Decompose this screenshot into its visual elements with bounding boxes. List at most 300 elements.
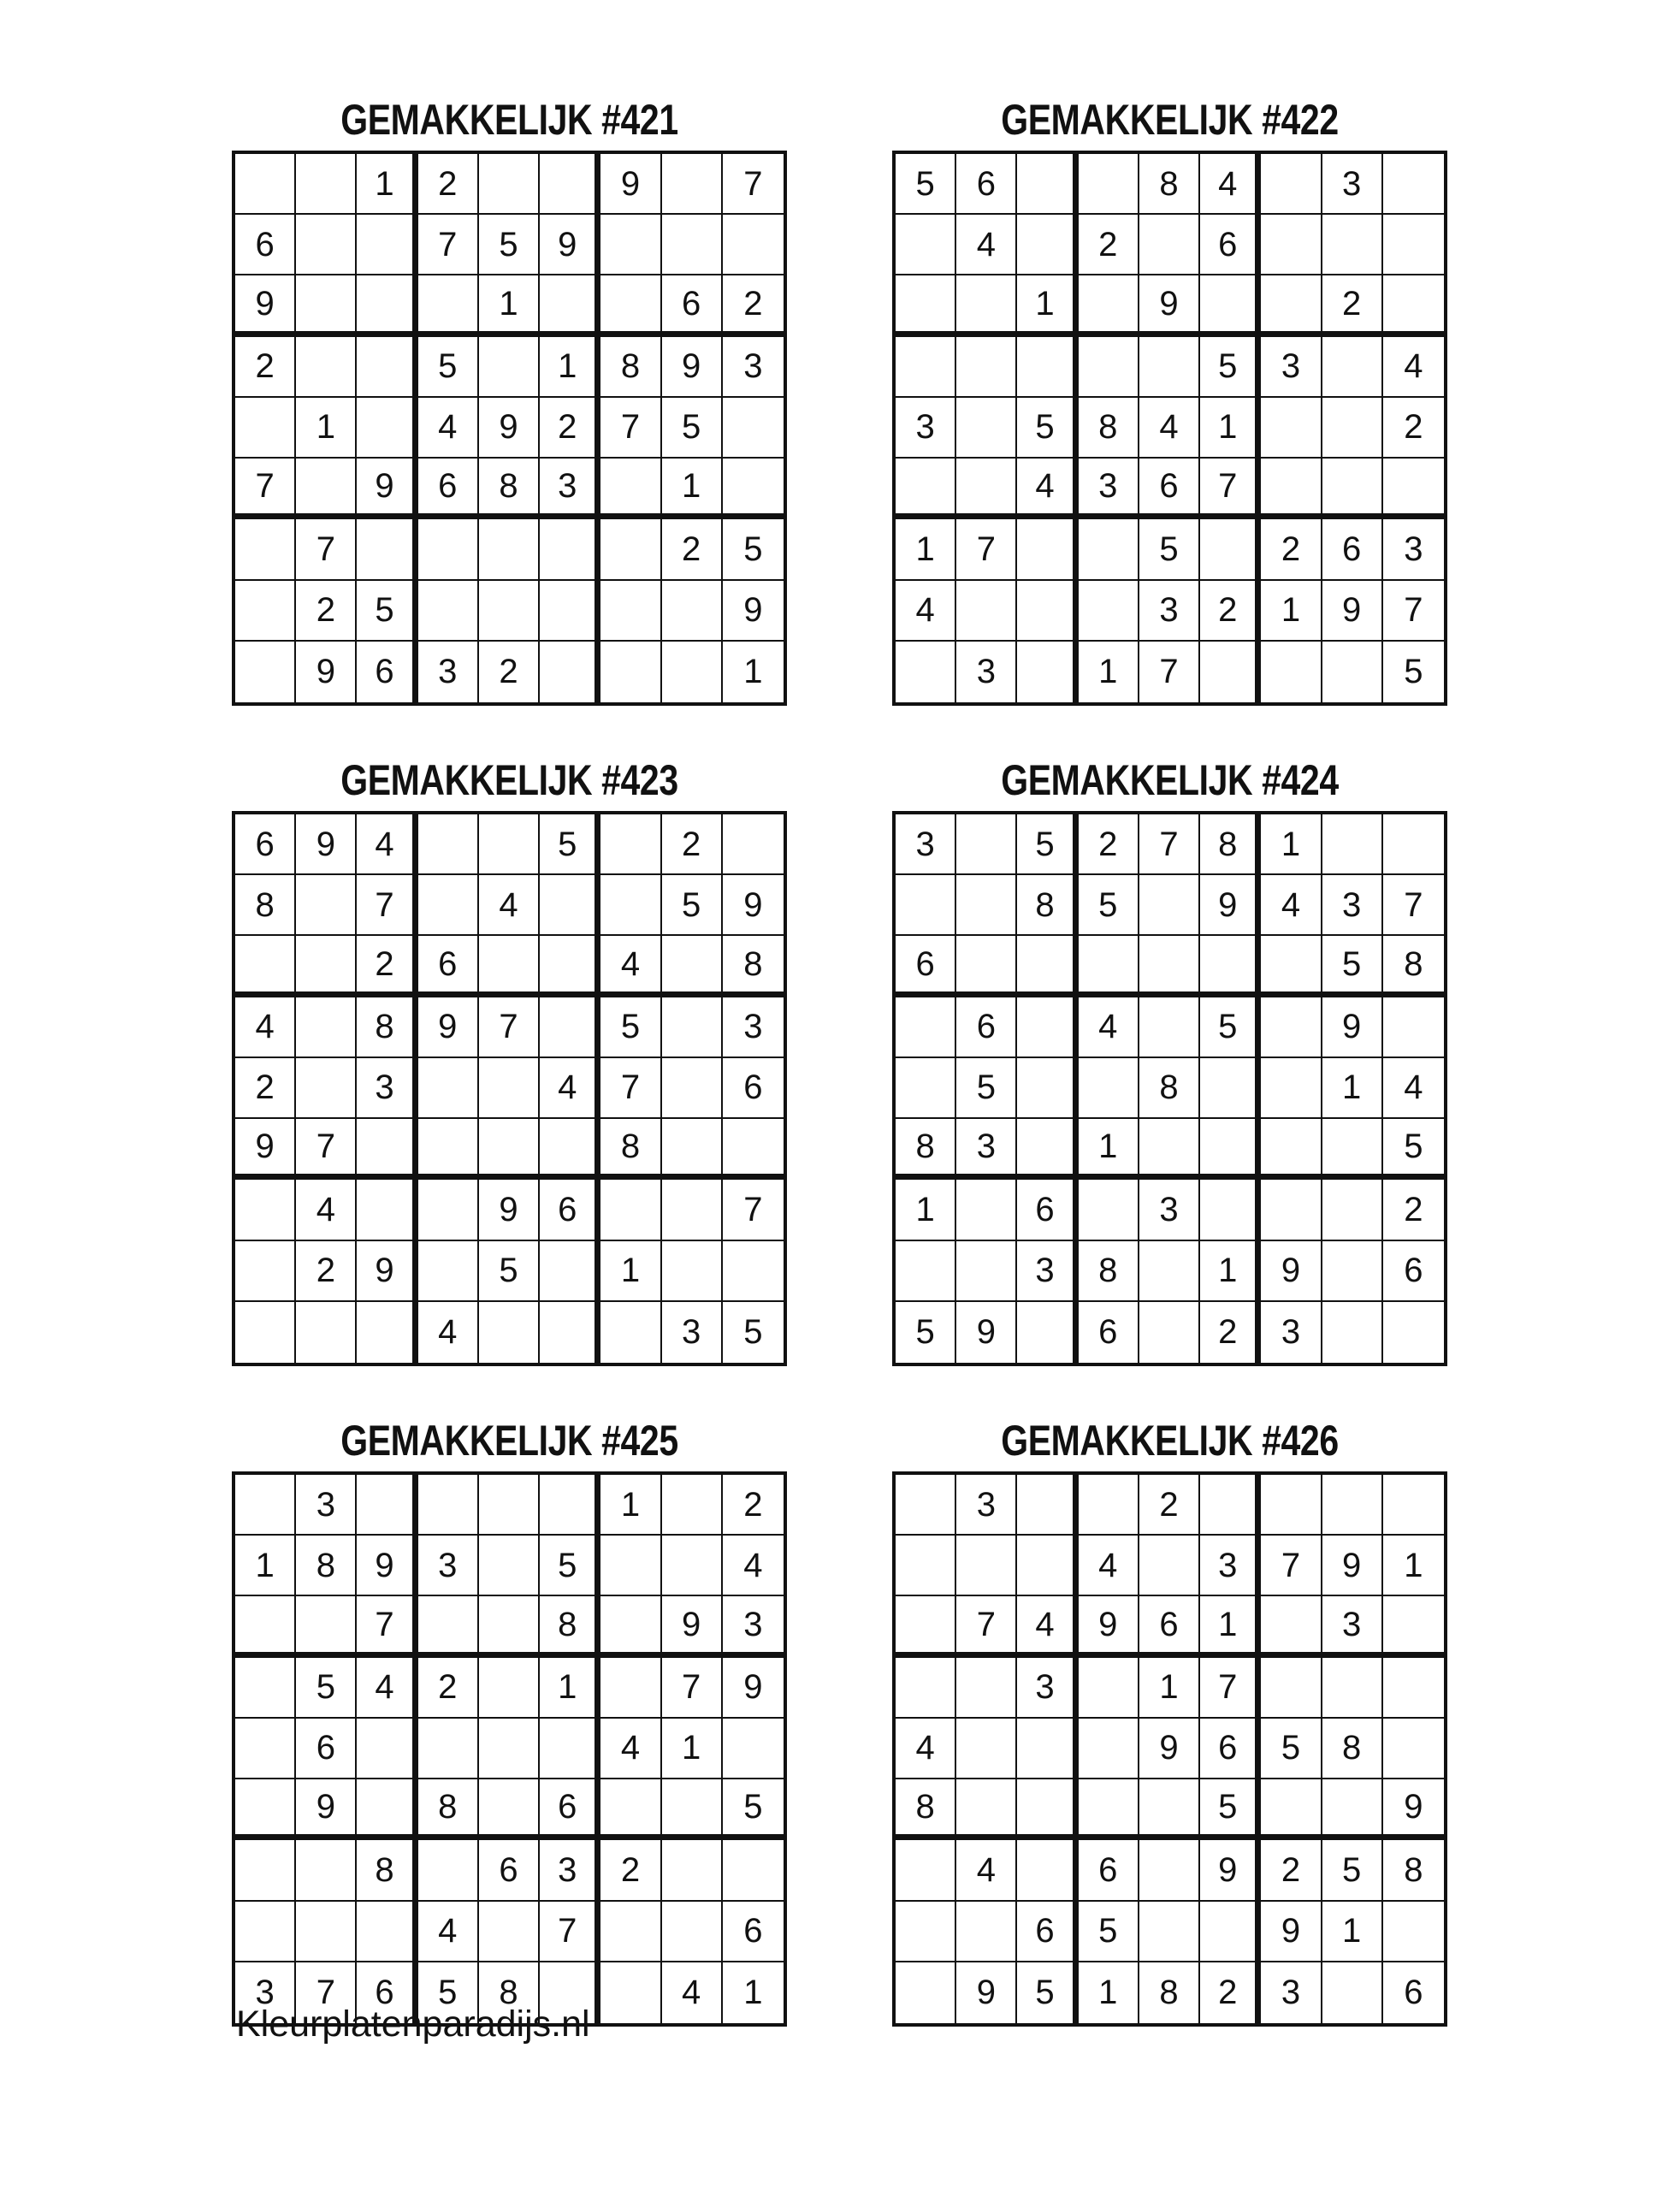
sudoku-cell [662, 581, 723, 642]
sudoku-cell [296, 1902, 357, 1962]
sudoku-cell [956, 1902, 1017, 1962]
sudoku-cell: 1 [743, 653, 763, 691]
sudoku-cell [418, 1119, 479, 1180]
sudoku-cell: 5 [479, 215, 540, 275]
sudoku-cell: 2 [418, 154, 479, 215]
sudoku-cell: 5 [540, 1536, 600, 1596]
sudoku-cell [896, 1058, 956, 1119]
sudoku-cell: 3 [956, 1475, 1017, 1536]
sudoku-cell: 7 [600, 398, 661, 459]
sudoku-cell [896, 997, 956, 1058]
sudoku-cell: 9 [662, 1596, 723, 1657]
sudoku-cell: 2 [723, 275, 784, 336]
sudoku-cell [662, 1779, 723, 1840]
sudoku-cell [1079, 337, 1139, 398]
sudoku-cell [296, 936, 357, 997]
sudoku-cell [1322, 1779, 1383, 1840]
sudoku-cell [235, 1840, 296, 1901]
sudoku-cell: 5 [956, 1058, 1017, 1119]
sudoku-cell: 6 [1079, 1840, 1139, 1901]
sudoku-cell [896, 1902, 956, 1962]
sudoku-cell [235, 398, 296, 459]
sudoku-cell [479, 1596, 540, 1657]
sudoku-cell [896, 459, 956, 519]
sudoku-cell: 5 [418, 337, 479, 398]
sudoku-cell: 2 [1200, 581, 1261, 642]
sudoku-cell [1017, 642, 1078, 702]
sudoku-cell [357, 519, 417, 580]
sudoku-cell: 8 [1383, 936, 1444, 997]
sudoku-cell: 3 [1200, 1536, 1261, 1596]
sudoku-cell: 4 [540, 1058, 600, 1119]
sudoku-cell [1017, 154, 1078, 215]
sudoku-cell: 6 [1322, 519, 1383, 580]
sudoku-cell: 8 [1322, 1719, 1383, 1779]
sudoku-cell: 2 [662, 814, 723, 875]
sudoku-cell: 7 [1261, 1536, 1322, 1596]
sudoku-cell: 2 [296, 1241, 357, 1302]
sudoku-cell: 8 [600, 1119, 661, 1180]
sudoku-cell [296, 1596, 357, 1657]
sudoku-cell [1322, 1119, 1383, 1180]
sudoku-cell: 3 [1079, 459, 1139, 519]
sudoku-cell: 2 [479, 642, 540, 702]
sudoku-cell: 6 [418, 936, 479, 997]
sudoku-cell: 9 [296, 642, 357, 702]
sudoku-cell [956, 1719, 1017, 1779]
sudoku-cell: 9 [1322, 581, 1383, 642]
sudoku-cell: 2 [296, 581, 357, 642]
sudoku-cell [540, 1302, 600, 1363]
sudoku-cell [418, 1058, 479, 1119]
sudoku-cell: 5 [1200, 1779, 1261, 1840]
sudoku-cell [1322, 1302, 1383, 1363]
sudoku-cell [235, 1302, 296, 1363]
sudoku-cell: 5 [1200, 997, 1261, 1058]
sudoku-cell [1017, 1302, 1078, 1363]
sudoku-cell: 2 [418, 1658, 479, 1719]
sudoku-cell [600, 1779, 661, 1840]
sudoku-cell [540, 519, 600, 580]
sudoku-grid [892, 1471, 1447, 2027]
sudoku-cell: 5 [723, 519, 784, 580]
sudoku-cell: 8 [540, 1596, 600, 1657]
sudoku-cell: 3 [1017, 1241, 1078, 1302]
sudoku-cell: 8 [479, 1962, 540, 2023]
sudoku-cell: 3 [1261, 1302, 1322, 1363]
sudoku-puzzle-425 [232, 1413, 787, 2027]
sudoku-cell [1383, 154, 1444, 215]
sudoku-cell [1139, 1241, 1200, 1302]
sudoku-cell: 9 [600, 154, 661, 215]
sudoku-cell [357, 275, 417, 336]
sudoku-cell [1383, 1302, 1444, 1363]
sudoku-cell [723, 459, 784, 519]
sudoku-cell: 1 [600, 1475, 661, 1536]
sudoku-cell [1383, 215, 1444, 275]
sudoku-cell: 1 [1079, 1119, 1139, 1180]
sudoku-cell: 4 [296, 1180, 357, 1240]
sudoku-cell [662, 1536, 723, 1596]
sudoku-cell: 5 [723, 1779, 784, 1840]
sudoku-cell [235, 1779, 296, 1840]
sudoku-cell [235, 1596, 296, 1657]
sudoku-cell [296, 275, 357, 336]
sudoku-cell: 1 [1261, 814, 1322, 875]
sudoku-cell [540, 275, 600, 336]
sudoku-cell [662, 1058, 723, 1119]
sudoku-cell: 6 [1404, 1974, 1423, 2012]
sudoku-cell [418, 875, 479, 936]
sudoku-cell: 2 [357, 936, 417, 997]
sudoku-cell [296, 215, 357, 275]
sudoku-cell [1261, 936, 1322, 997]
sudoku-cell: 3 [723, 997, 784, 1058]
sudoku-cell: 8 [1200, 814, 1261, 875]
sudoku-cell: 6 [1017, 1180, 1078, 1240]
sudoku-cell [1017, 1840, 1078, 1901]
sudoku-cell [1139, 936, 1200, 997]
sudoku-cell [296, 875, 357, 936]
sudoku-cell: 8 [1383, 1840, 1444, 1901]
sudoku-cell: 5 [1261, 1719, 1322, 1779]
sudoku-cell: 9 [662, 337, 723, 398]
sudoku-cell: 1 [1139, 1658, 1200, 1719]
sudoku-grid [232, 151, 787, 706]
sudoku-cell: 2 [1383, 398, 1444, 459]
sudoku-cell: 8 [418, 1779, 479, 1840]
sudoku-cell: 1 [1017, 275, 1078, 336]
sudoku-cell [956, 337, 1017, 398]
sudoku-cell [1322, 215, 1383, 275]
sudoku-cell [662, 1241, 723, 1302]
sudoku-cell [1261, 1180, 1322, 1240]
sudoku-cell: 5 [1017, 1962, 1078, 2023]
sudoku-cell [540, 875, 600, 936]
sudoku-cell [662, 1475, 723, 1536]
sudoku-cell: 4 [418, 398, 479, 459]
sudoku-cell [1322, 337, 1383, 398]
sudoku-cell [662, 997, 723, 1058]
sudoku-cell [418, 1241, 479, 1302]
sudoku-cell: 2 [1079, 215, 1139, 275]
sudoku-cell: 5 [743, 1313, 763, 1352]
sudoku-cell: 9 [1139, 275, 1200, 336]
sudoku-cell: 1 [479, 275, 540, 336]
sudoku-cell: 9 [1261, 1902, 1322, 1962]
sudoku-cell [662, 1840, 723, 1901]
sudoku-cell [1383, 1658, 1444, 1719]
sudoku-cell [956, 459, 1017, 519]
sudoku-cell: 2 [1139, 1475, 1200, 1536]
sudoku-cell: 4 [600, 936, 661, 997]
sudoku-cell [418, 581, 479, 642]
sudoku-cell: 1 [743, 1974, 763, 2012]
sudoku-cell [357, 1719, 417, 1779]
sudoku-cell: 1 [1322, 1902, 1383, 1962]
sudoku-cell [540, 1119, 600, 1180]
sudoku-cell: 7 [723, 154, 784, 215]
sudoku-cell [723, 215, 784, 275]
sudoku-cell [1261, 275, 1322, 336]
sudoku-cell [1079, 581, 1139, 642]
sudoku-cell: 1 [1200, 1596, 1261, 1657]
sudoku-cell [896, 1475, 956, 1536]
sudoku-cell: 3 [1261, 337, 1322, 398]
sudoku-cell [1139, 997, 1200, 1058]
sudoku-cell: 7 [357, 875, 417, 936]
sudoku-cell: 7 [296, 1119, 357, 1180]
sudoku-cell: 1 [662, 1719, 723, 1779]
sudoku-cell: 6 [1017, 1902, 1078, 1962]
sudoku-cell [1261, 1475, 1322, 1536]
sudoku-cell: 4 [418, 1902, 479, 1962]
sudoku-cell: 1 [296, 398, 357, 459]
sudoku-cell: 6 [1139, 459, 1200, 519]
sudoku-cell [479, 814, 540, 875]
sudoku-cell [600, 875, 661, 936]
sudoku-cell: 1 [896, 1180, 956, 1240]
sudoku-cell: 8 [600, 337, 661, 398]
sudoku-cell [1200, 642, 1261, 702]
sudoku-cell: 9 [723, 875, 784, 936]
sudoku-cell: 2 [1200, 1962, 1261, 2023]
sudoku-cell [1017, 1536, 1078, 1596]
sudoku-cell: 8 [1139, 1058, 1200, 1119]
sudoku-cell: 1 [540, 337, 600, 398]
sudoku-cell: 5 [1017, 398, 1078, 459]
sudoku-cell [1322, 1475, 1383, 1536]
sudoku-cell [723, 1840, 784, 1901]
sudoku-cell [600, 1596, 661, 1657]
sudoku-cell [600, 814, 661, 875]
sudoku-cell [1200, 275, 1261, 336]
sudoku-cell: 3 [1322, 1596, 1383, 1657]
sudoku-cell [1079, 1779, 1139, 1840]
sudoku-cell [418, 814, 479, 875]
puzzle-title: GEMAKKELIJK #426 [1001, 1417, 1339, 1465]
sudoku-cell [235, 1475, 296, 1536]
sudoku-cell: 9 [296, 814, 357, 875]
sudoku-cell [479, 1119, 540, 1180]
sudoku-cell [357, 215, 417, 275]
sudoku-grid [232, 1471, 787, 2027]
sudoku-cell: 7 [479, 997, 540, 1058]
sudoku-cell [600, 642, 661, 702]
sudoku-cell: 7 [1139, 814, 1200, 875]
sudoku-cell: 4 [1139, 398, 1200, 459]
sudoku-cell [896, 215, 956, 275]
sudoku-cell: 5 [662, 398, 723, 459]
sudoku-cell [235, 1658, 296, 1719]
sudoku-cell: 3 [357, 1058, 417, 1119]
sudoku-cell [1017, 997, 1078, 1058]
sudoku-cell: 9 [1200, 1840, 1261, 1901]
sudoku-cell: 1 [235, 1536, 296, 1596]
sudoku-cell [600, 1180, 661, 1240]
sudoku-cell: 6 [896, 936, 956, 997]
sudoku-cell [1139, 1536, 1200, 1596]
sudoku-cell: 8 [896, 1119, 956, 1180]
sudoku-cell: 6 [235, 814, 296, 875]
sudoku-cell [1017, 581, 1078, 642]
sudoku-cell [1139, 875, 1200, 936]
sudoku-cell [1079, 1658, 1139, 1719]
sudoku-cell: 4 [600, 1719, 661, 1779]
sudoku-cell: 7 [1383, 581, 1444, 642]
sudoku-cell: 9 [540, 215, 600, 275]
sudoku-cell: 4 [662, 1962, 723, 2023]
sudoku-cell: 8 [1139, 154, 1200, 215]
sudoku-cell: 6 [723, 1058, 784, 1119]
sudoku-cell [896, 1536, 956, 1596]
sudoku-cell [1200, 1475, 1261, 1536]
sudoku-cell: 2 [1200, 1302, 1261, 1363]
sudoku-cell: 7 [956, 519, 1017, 580]
sudoku-cell: 9 [479, 398, 540, 459]
sudoku-cell [296, 154, 357, 215]
sudoku-cell: 7 [1139, 642, 1200, 702]
sudoku-cell [479, 1779, 540, 1840]
sudoku-cell [956, 875, 1017, 936]
sudoku-cell: 6 [1139, 1596, 1200, 1657]
sudoku-cell: 7 [956, 1596, 1017, 1657]
sudoku-cell [1139, 1119, 1200, 1180]
sudoku-cell: 3 [418, 642, 479, 702]
sudoku-cell [357, 1180, 417, 1240]
sudoku-cell [723, 814, 784, 875]
sudoku-cell: 7 [662, 1658, 723, 1719]
sudoku-cell [896, 875, 956, 936]
sudoku-cell [540, 1475, 600, 1536]
sudoku-puzzle-422 [892, 92, 1447, 706]
sudoku-cell: 3 [1017, 1658, 1078, 1719]
sudoku-cell: 1 [600, 1241, 661, 1302]
sudoku-cell [956, 1180, 1017, 1240]
sudoku-cell: 1 [1200, 398, 1261, 459]
sudoku-cell [1261, 642, 1322, 702]
sudoku-cell [600, 215, 661, 275]
sudoku-cell: 4 [1383, 337, 1444, 398]
puzzle-title: GEMAKKELIJK #423 [340, 756, 678, 804]
sudoku-cell [956, 814, 1017, 875]
sudoku-cell [956, 936, 1017, 997]
sudoku-cell [1017, 936, 1078, 997]
sudoku-cell: 9 [235, 1119, 296, 1180]
sudoku-cell: 8 [479, 459, 540, 519]
sudoku-cell [479, 1719, 540, 1779]
sudoku-cell [296, 1302, 357, 1363]
sudoku-cell: 1 [1261, 581, 1322, 642]
sudoku-cell [1017, 337, 1078, 398]
sudoku-cell: 3 [1383, 519, 1444, 580]
sudoku-cell [1079, 1180, 1139, 1240]
sudoku-cell: 4 [1017, 1596, 1078, 1657]
sudoku-cell: 5 [1079, 875, 1139, 936]
sudoku-puzzle-426 [892, 1413, 1447, 2027]
sudoku-cell: 2 [1261, 519, 1322, 580]
sudoku-cell: 3 [956, 1119, 1017, 1180]
sudoku-cell [235, 1241, 296, 1302]
sudoku-cell: 3 [418, 1536, 479, 1596]
sudoku-cell: 4 [235, 997, 296, 1058]
sudoku-cell [479, 1058, 540, 1119]
sudoku-cell [662, 215, 723, 275]
sudoku-cell [1322, 1241, 1383, 1302]
sudoku-cell [479, 1536, 540, 1596]
sudoku-cell: 2 [600, 1840, 661, 1901]
sudoku-cell [1017, 1779, 1078, 1840]
sudoku-cell [1017, 1058, 1078, 1119]
sudoku-cell [1017, 1119, 1078, 1180]
sudoku-cell [479, 581, 540, 642]
sudoku-cell: 6 [357, 642, 417, 702]
sudoku-cell [418, 275, 479, 336]
sudoku-cell [296, 1840, 357, 1901]
sudoku-cell: 4 [418, 1302, 479, 1363]
sudoku-cell: 9 [956, 1962, 1017, 2023]
sudoku-cell [1017, 1475, 1078, 1536]
sudoku-cell: 2 [1322, 275, 1383, 336]
sudoku-cell: 2 [1079, 814, 1139, 875]
sudoku-cell: 6 [357, 1962, 417, 2023]
sudoku-cell: 4 [723, 1536, 784, 1596]
sudoku-cell [479, 1475, 540, 1536]
sudoku-cell: 8 [1079, 398, 1139, 459]
sudoku-cell: 6 [1079, 1302, 1139, 1363]
sudoku-cell [357, 398, 417, 459]
sudoku-cell [723, 1241, 784, 1302]
sudoku-cell [723, 1719, 784, 1779]
sudoku-cell [1139, 1302, 1200, 1363]
sudoku-cell: 6 [956, 154, 1017, 215]
sudoku-cell [479, 1902, 540, 1962]
sudoku-cell [896, 1840, 956, 1901]
sudoku-cell [418, 1719, 479, 1779]
sudoku-cell [1322, 642, 1383, 702]
sudoku-cell: 5 [296, 1658, 357, 1719]
sudoku-cell: 5 [662, 875, 723, 936]
sudoku-cell: 3 [1322, 154, 1383, 215]
sudoku-cell: 2 [1261, 1840, 1322, 1901]
sudoku-cell [357, 1475, 417, 1536]
sudoku-cell: 9 [357, 1241, 417, 1302]
sudoku-cell: 1 [1322, 1058, 1383, 1119]
sudoku-cell [1079, 275, 1139, 336]
sudoku-cell [418, 519, 479, 580]
sudoku-cell: 3 [723, 1596, 784, 1657]
sudoku-cell: 5 [479, 1241, 540, 1302]
sudoku-cell: 4 [956, 215, 1017, 275]
sudoku-cell [1261, 459, 1322, 519]
sudoku-cell [956, 1779, 1017, 1840]
sudoku-cell: 5 [1079, 1902, 1139, 1962]
sudoku-cell [956, 1658, 1017, 1719]
sudoku-cell: 4 [479, 875, 540, 936]
sudoku-cell: 5 [896, 1302, 956, 1363]
puzzle-title: GEMAKKELIJK #422 [1001, 96, 1339, 144]
sudoku-cell [235, 1719, 296, 1779]
sudoku-cell [1261, 1779, 1322, 1840]
sudoku-cell [1017, 1719, 1078, 1779]
sudoku-cell: 9 [1383, 1779, 1444, 1840]
sudoku-cell [296, 1058, 357, 1119]
sudoku-cell: 7 [418, 215, 479, 275]
sudoku-cell [956, 581, 1017, 642]
sudoku-cell: 7 [235, 459, 296, 519]
sudoku-cell: 3 [956, 642, 1017, 702]
sudoku-cell [540, 1719, 600, 1779]
